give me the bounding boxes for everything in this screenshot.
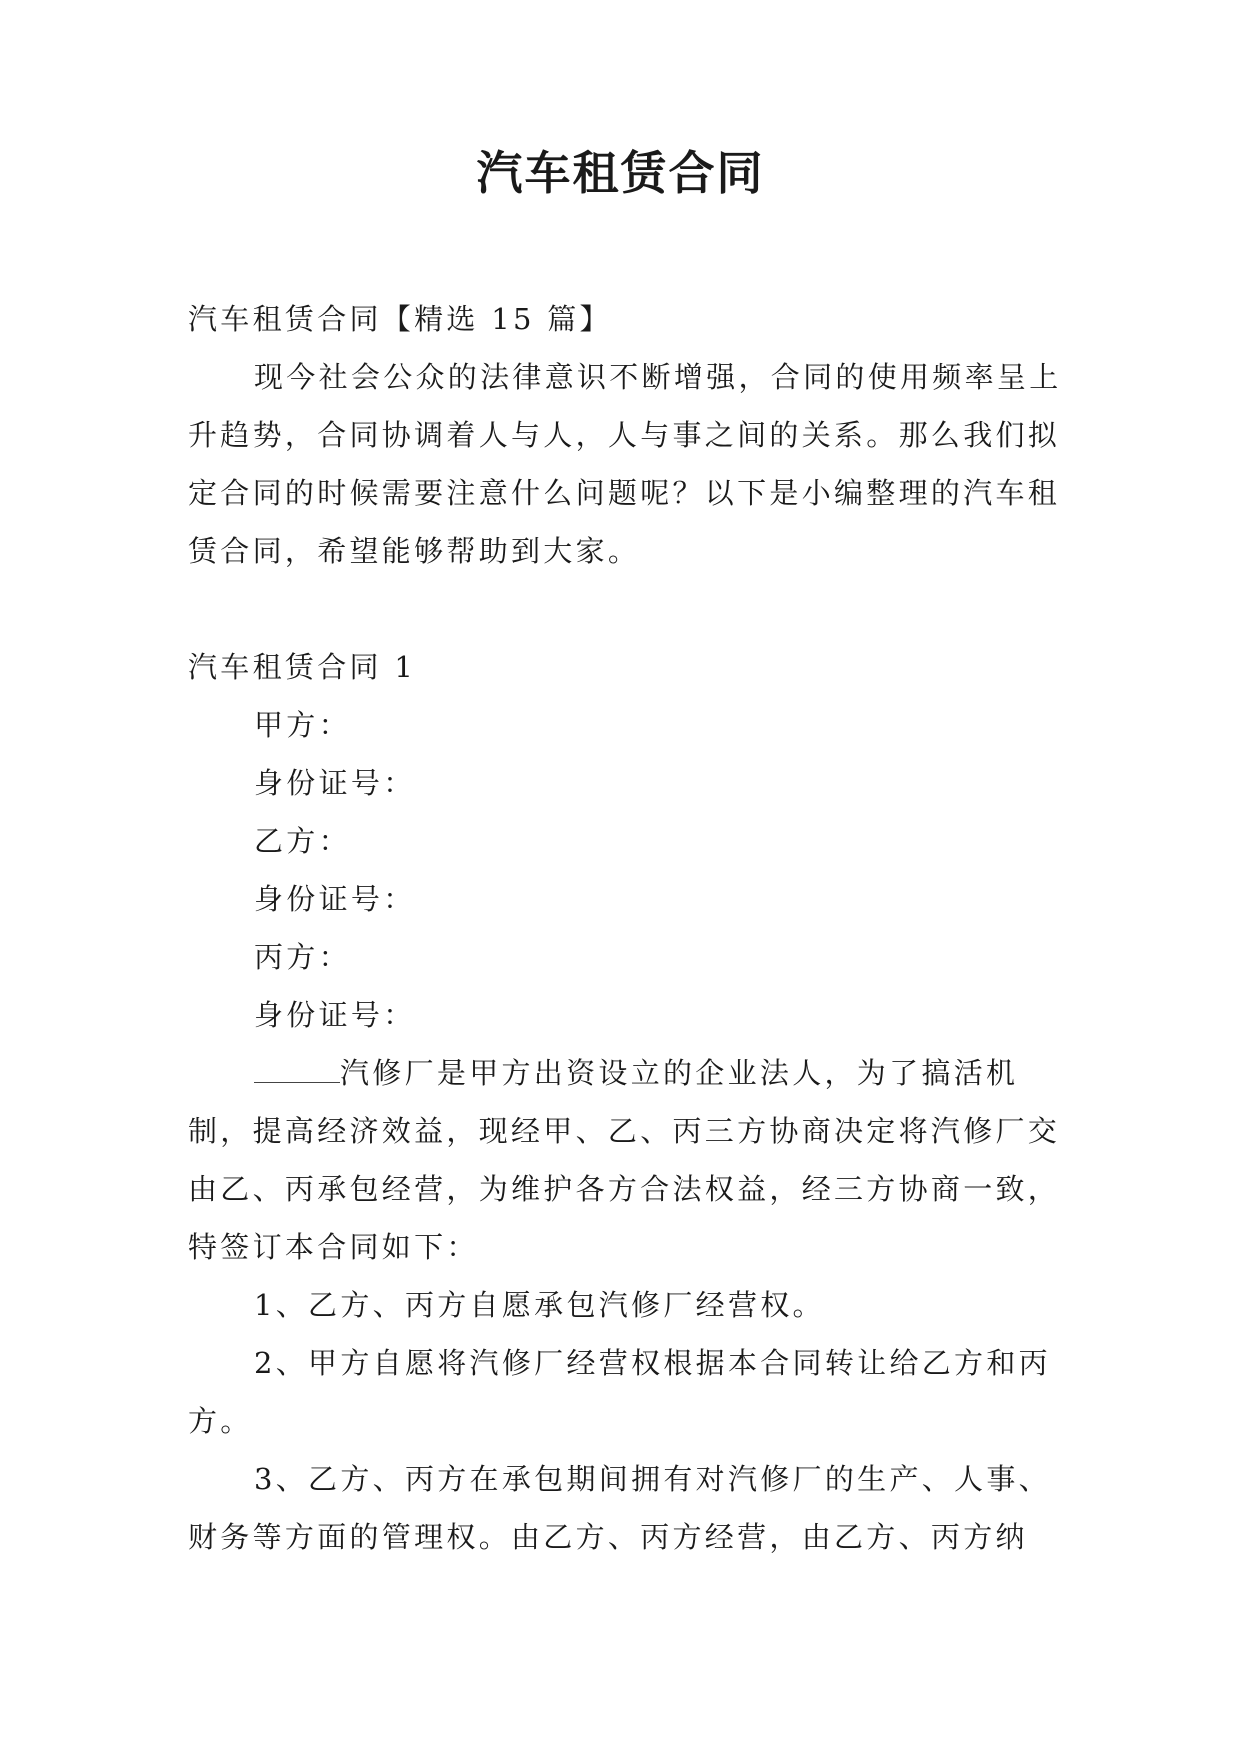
intro-paragraph: 现今社会公众的法律意识不断增强，合同的使用频率呈上升趋势，合同协调着人与人，人与事之间的关系。那么我们拟定合同的时候需要注意什么问题呢？以下是小编整理的汽车租赁合同，希望能够帮助到大家。 xyxy=(188,360,1062,568)
section-heading: 汽车租赁合同 1 xyxy=(188,650,417,684)
document-title: 汽车租赁合同 xyxy=(476,146,765,200)
preamble-paragraph xyxy=(188,1044,1063,1276)
preamble-text: 汽修厂是甲方出资设立的企业法人，为了搞活机制，提高经济效益，现经甲、乙、丙三方协商决定将汽修厂交由乙、丙承包经营，为维护各方合法权益，经三方协商一致，特签订本合同如下： xyxy=(188,1056,1061,1264)
document-subtitle: 汽车租赁合同【精选 15 篇】 xyxy=(188,302,612,336)
fill-in-blank xyxy=(254,1060,340,1083)
party-b-id-label: 身份证号： xyxy=(254,882,416,916)
party-c-label: 丙方： xyxy=(254,940,351,974)
paragraph-spacer xyxy=(188,580,1063,638)
clause-3: 3、乙方、丙方在承包期间拥有对汽修厂的生产、人事、财务等方面的管理权。由乙方、丙方经营，由乙方、丙方纳 xyxy=(188,1462,1051,1554)
party-a-id-label: 身份证号： xyxy=(254,766,416,800)
document-body xyxy=(188,290,1063,1566)
clause-2: 2、甲方自愿将汽修厂经营权根据本合同转让给乙方和丙方。 xyxy=(188,1346,1051,1438)
party-b-label: 乙方： xyxy=(254,824,351,858)
party-a-label: 甲方： xyxy=(254,708,351,742)
party-c-id-label: 身份证号： xyxy=(254,998,416,1032)
clause-1: 1、乙方、丙方自愿承包汽修厂经营权。 xyxy=(254,1288,825,1322)
